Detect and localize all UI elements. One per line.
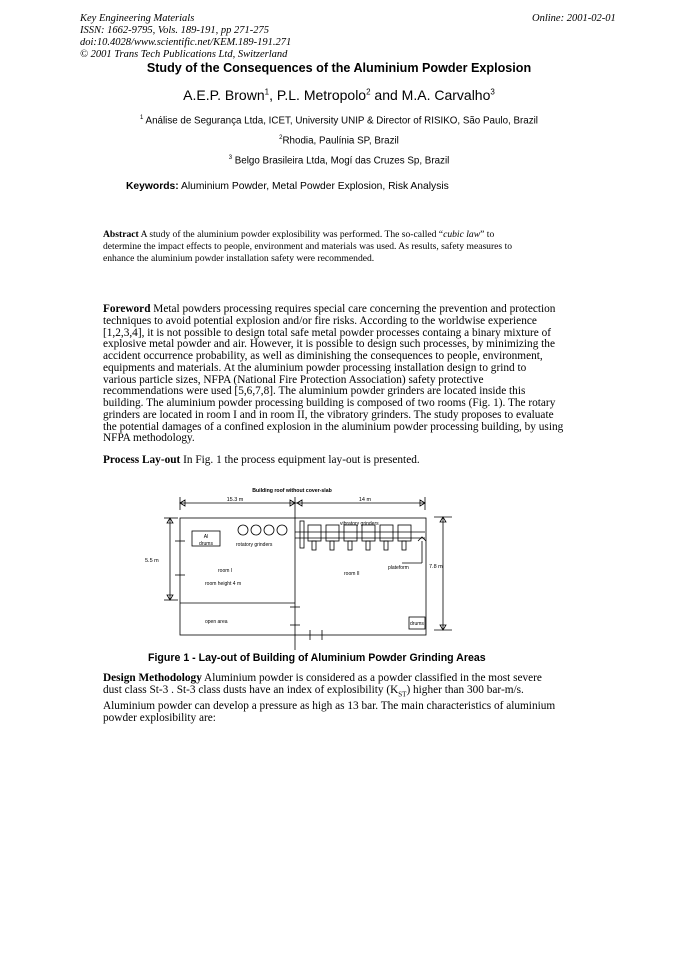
horizontal-dimension bbox=[180, 497, 425, 650]
affiliation-sup: 1 bbox=[140, 115, 144, 121]
copyright: © 2001 Trans Tech Publications Ltd, Switzerland bbox=[80, 49, 288, 60]
line-text: Metal powders processing requires special care concerning the prevention and protection bbox=[150, 303, 556, 315]
line-text: recommendations were used [5,6,7,8]. The aluminium powder grinders are located inside this bbox=[103, 385, 526, 398]
doi: doi:10.4028/www.scientific.net/KEM.189-191.271 bbox=[80, 37, 292, 48]
affiliation-text: Análise de Segurança Ltda, ICET, University UNIP & Director of RISIKO, São Paulo, Brazil bbox=[143, 115, 538, 127]
right-dimension bbox=[434, 517, 452, 630]
line-text: techniques to avoid potential explosion and/or fire risks. According to the worldwise experience bbox=[103, 314, 537, 327]
line-text: ) higher than 300 bar-m/s. bbox=[406, 684, 524, 696]
line-text: Aluminium powder is considered as a powder classified in the most severe bbox=[201, 672, 542, 684]
affiliation-sup: 2 bbox=[279, 135, 283, 141]
keywords-text: Aluminium Powder, Metal Powder Explosion, Risk Analysis bbox=[178, 181, 449, 192]
design-label: Design Methodology bbox=[103, 672, 202, 684]
issn: ISSN: 1662-9795, Vols. 189-191, pp 271-275 bbox=[80, 25, 269, 36]
line-text: various particle sizes, NFPA (National Fire Protection Association) safety protective bbox=[103, 373, 484, 386]
drums-label: drums bbox=[199, 541, 213, 547]
dim-15-3: 15.3 m bbox=[226, 497, 244, 503]
figure-caption: Figure 1 - Lay-out of Building of Aluminium Powder Grinding Areas bbox=[148, 652, 486, 664]
author-sup: 3 bbox=[490, 87, 495, 97]
author-sup: 2 bbox=[366, 87, 371, 97]
abstract-label: Abstract bbox=[103, 229, 139, 240]
vibratory-grinder bbox=[362, 525, 375, 541]
rotary-grinder bbox=[238, 525, 248, 535]
text-line: powder explosibility are: bbox=[103, 712, 216, 725]
line-text: explosive metal powder and air. However, it is possible to design such processes, by minimizing the bbox=[103, 338, 555, 351]
foreword-label: Foreword bbox=[103, 303, 151, 315]
process-label: Process Lay-out bbox=[103, 454, 181, 466]
grinder-leg bbox=[348, 541, 352, 550]
design-methodology bbox=[103, 672, 623, 724]
line-text: the potential damages of a confined explosion in the aluminium powder processing building, by using bbox=[103, 420, 564, 433]
line-text: accident occurrence probability, as well as diminishing the consequences to people, environment, bbox=[103, 350, 543, 362]
vibratory-grinder bbox=[344, 525, 357, 541]
author-sup: 1 bbox=[264, 87, 270, 97]
room1-label: room I bbox=[218, 568, 233, 574]
dim-14: 14 m bbox=[358, 497, 372, 503]
affiliation-text: Rhodia, Paulínia SP, Brazil bbox=[282, 135, 399, 147]
line-text: equipments and materials. At the aluminium powder processing installation design to grind to bbox=[103, 361, 527, 374]
affiliation-text: Belgo Brasileira Ltda, Mogí das Cruzes Sp, Brazil bbox=[232, 155, 450, 167]
keywords-label: Keywords: bbox=[126, 181, 179, 192]
dim-5-5: 5.5 m bbox=[145, 558, 159, 564]
journal-name: Key Engineering Materials bbox=[80, 13, 195, 24]
text-line: Aluminium powder can develop a pressure as high as 13 bar. The main characteristics of aluminium bbox=[103, 700, 556, 713]
rotary-grinder bbox=[264, 525, 274, 535]
vibratory-grinder bbox=[308, 525, 321, 541]
left-dimension bbox=[164, 518, 185, 600]
vibratory-grinder bbox=[398, 525, 411, 541]
grinder-leg bbox=[366, 541, 370, 550]
line-text: building. The aluminium powder processing building is composed of two rooms (Fig. 1). The rotary bbox=[103, 397, 556, 409]
rotary-grinder bbox=[251, 525, 261, 535]
author: and M.A. Carvalho bbox=[370, 87, 491, 103]
rotatory-label: rotatory grinders bbox=[236, 542, 273, 548]
line-text: A study of the aluminium powder explosibility was performed. The so-called “cubic law” to bbox=[138, 229, 495, 240]
author: , P.L. Metropolo bbox=[269, 87, 367, 103]
grinder-leg bbox=[402, 541, 406, 550]
vibratory-label: vibratory grinders bbox=[340, 521, 379, 527]
vibratory-grinders bbox=[308, 525, 411, 550]
building-outline bbox=[180, 518, 426, 635]
room2-label: room II bbox=[344, 571, 360, 577]
line-text: enhance the aluminium powder installation safety were recommended. bbox=[103, 253, 375, 265]
platform-rail bbox=[300, 521, 304, 548]
kst-subscript: ST bbox=[398, 690, 407, 699]
al-label: Al bbox=[203, 534, 209, 540]
grinder-leg bbox=[384, 541, 388, 550]
author: A.E.P. Brown bbox=[183, 87, 265, 103]
text-line bbox=[103, 672, 623, 684]
text-line bbox=[103, 684, 623, 700]
line-text: NFPA methodology. bbox=[103, 432, 195, 445]
roof-label: Building roof without cover-slab bbox=[252, 488, 332, 494]
room-height-label: room height 4 m bbox=[205, 581, 242, 587]
plateform-label: plateform bbox=[388, 565, 409, 571]
grinder-leg bbox=[312, 541, 316, 550]
drums2-label: drums bbox=[410, 621, 424, 627]
affiliation-sup: 3 bbox=[228, 155, 233, 161]
open-area-label: open area bbox=[205, 619, 228, 625]
line-text: [1,2,3,4], it is not possible to design total safe metal powder processes containg a binary mixture of bbox=[103, 326, 552, 339]
rotary-grinder bbox=[277, 525, 287, 535]
vibratory-grinder bbox=[380, 525, 393, 541]
vibratory-grinder bbox=[326, 525, 339, 541]
line-text: dust class St-3 . St-3 class dusts have an index of explosibility (K bbox=[103, 684, 399, 696]
online-date: Online: 2001-02-01 bbox=[532, 13, 616, 24]
dim-7-8: 7.8 m bbox=[429, 564, 443, 570]
line-text: In Fig. 1 the process equipment lay-out is presented. bbox=[180, 454, 420, 466]
grinder-leg bbox=[330, 541, 334, 550]
line-text: grinders are located in room I and in room II, the vibratory grinders. The study proposes to evaluate bbox=[103, 408, 554, 421]
line-text: determine the impact effects to people, environment and materials was used. As results, safety measures to bbox=[103, 241, 513, 253]
paper-title: Study of the Consequences of the Aluminium Powder Explosion bbox=[146, 61, 532, 75]
